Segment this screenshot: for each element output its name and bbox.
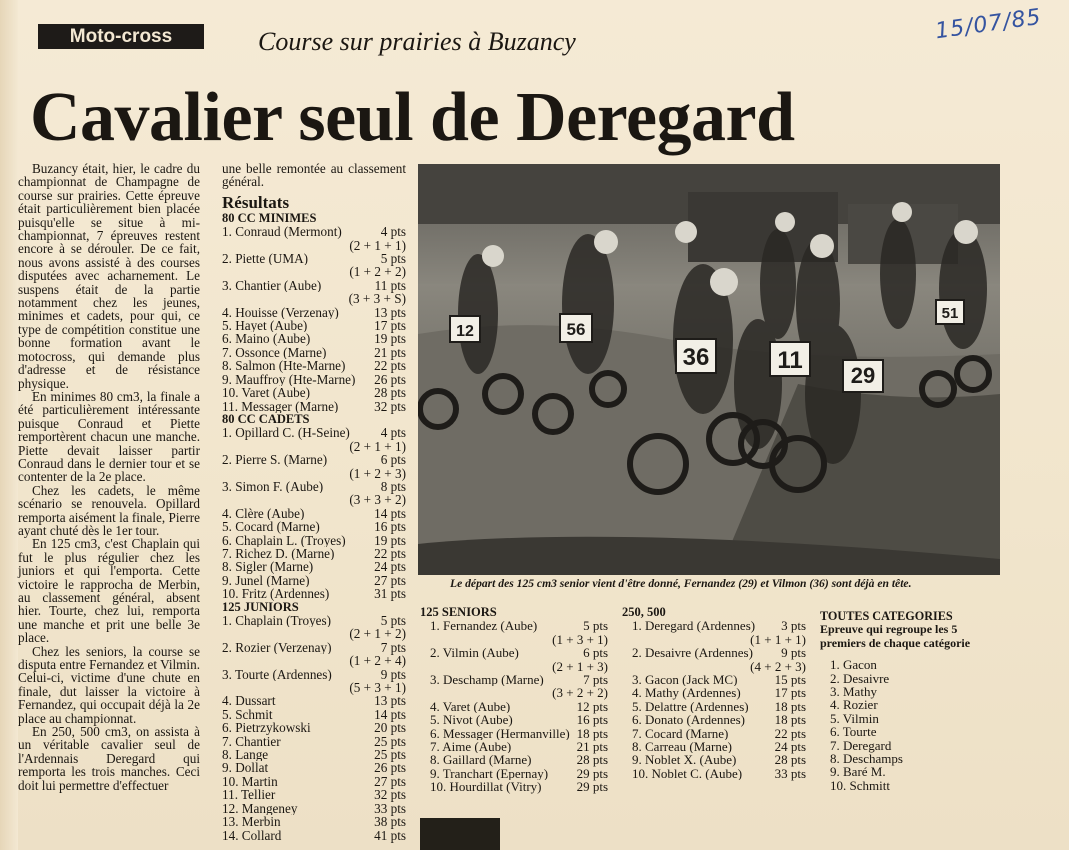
rider-points: 6 pts bbox=[583, 645, 608, 661]
rider-points: 16 pts bbox=[374, 519, 406, 535]
rider-name: 10. Noblet C. (Aube) bbox=[632, 766, 743, 781]
heat-detail: (5 + 3 + 1) bbox=[349, 680, 406, 696]
result-row bbox=[622, 767, 806, 780]
result-row bbox=[622, 753, 806, 766]
rider-name: 8. Salmon (Hte-Marne) bbox=[222, 359, 346, 373]
bike-number: 12 bbox=[456, 323, 474, 340]
rider-points: 19 pts bbox=[374, 532, 406, 548]
rider-name: 4. Houisse (Verzenay) bbox=[222, 305, 339, 320]
rider-name: 5. Nivot (Aube) bbox=[430, 713, 513, 727]
rider-name: 5. Schmit bbox=[222, 707, 273, 722]
heat-detail: (1 + 2 + 2) bbox=[349, 264, 406, 280]
result-row bbox=[222, 373, 406, 386]
rider-name: 2. Pierre S. (Marne) bbox=[222, 453, 328, 467]
bike-number: 29 bbox=[850, 363, 876, 388]
rider-points: 4 pts bbox=[380, 224, 406, 240]
result-row bbox=[420, 673, 608, 686]
overall-rank-item: 1. Gacon bbox=[830, 657, 877, 673]
result-row bbox=[222, 802, 406, 815]
heat-detail: (1 + 3 + 1) bbox=[552, 631, 608, 647]
rider-points: 31 pts bbox=[374, 586, 406, 602]
result-row bbox=[222, 748, 406, 761]
results-juniors bbox=[222, 601, 406, 842]
rider-name: 9. Tranchart (Epernay) bbox=[430, 766, 549, 781]
rider-name: 6. Maino (Aube) bbox=[222, 332, 311, 346]
handwritten-date: 15/07/85 bbox=[933, 4, 1044, 45]
rider-name: 9. Mauffroy (Hte-Marne) bbox=[222, 372, 356, 387]
rider-name: 1. Fernandez (Aube) bbox=[430, 619, 538, 633]
article-paragraph: En 250, 500 cm3, on assista à un véritable cavalier seul de l'Ardennais Deregard qui remporta les trois manches. Ceci doit lui permettre d'effectuer bbox=[18, 724, 200, 793]
category-subtitle: Epreuve qui regroupe les 5 premiers de chaque catégorie bbox=[820, 622, 971, 650]
race-photo bbox=[418, 164, 1000, 575]
rider-points: 5 pts bbox=[380, 613, 406, 628]
rider-name: 5. Hayet (Aube) bbox=[222, 319, 308, 333]
result-row bbox=[222, 721, 406, 734]
rider-points: 11 pts bbox=[374, 277, 406, 293]
result-row bbox=[420, 767, 608, 780]
overall-rank-item: 2. Desaivre bbox=[830, 670, 890, 686]
rider-name: 1. Opillard C. (H-Seine) bbox=[222, 426, 350, 440]
article-paragraph: En 125 cm3, c'est Chaplain qui fut le plus régulier chez les juniors et qui l'emporta. Cette victoire le rapprocha de Merbin, au classement général, absent hier. Tourte, chez lui, remporta une manche et prit une belle 3e place. bbox=[18, 536, 200, 646]
result-row bbox=[222, 694, 406, 707]
result-row bbox=[222, 507, 406, 520]
results-toutes-categories bbox=[820, 610, 1005, 792]
rider-name: 8. Sigler (Marne) bbox=[222, 560, 314, 574]
rider-name: 2. Desaivre (Ardennes) bbox=[632, 646, 753, 660]
rider-points: 21 pts bbox=[576, 739, 608, 755]
result-row bbox=[222, 426, 406, 439]
category-title: TOUTES CATEGORIES bbox=[820, 609, 953, 623]
rider-name: 5. Delattre (Ardennes) bbox=[632, 699, 749, 714]
rider-points: 8 pts bbox=[380, 478, 406, 494]
result-row bbox=[222, 761, 406, 774]
rider-name: 7. Cocard (Marne) bbox=[632, 726, 729, 741]
rider-name: 7. Ossonce (Marne) bbox=[222, 345, 327, 360]
rider-name: 12. Mangeney bbox=[222, 801, 298, 816]
result-row bbox=[622, 727, 806, 740]
result-row bbox=[222, 641, 406, 654]
article-paragraph: Chez les cadets, le même scénario se renouvela. Opillard remporta aisément la finale, Pierre ayant chuté dès le 1er tour. bbox=[18, 482, 200, 538]
result-row bbox=[222, 735, 406, 748]
results-cadets bbox=[222, 413, 406, 601]
result-row bbox=[222, 225, 406, 238]
rider-points: 7 pts bbox=[380, 639, 406, 655]
result-row bbox=[222, 359, 406, 372]
result-row bbox=[222, 547, 406, 560]
rider-points: 33 pts bbox=[774, 765, 806, 781]
overall-rank-item: 3. Mathy bbox=[830, 684, 877, 700]
rider-name: 7. Aime (Aube) bbox=[430, 740, 512, 754]
rider-points: 9 pts bbox=[781, 645, 806, 661]
rider-points: 13 pts bbox=[374, 304, 406, 320]
result-row bbox=[622, 700, 806, 713]
result-row bbox=[622, 619, 806, 632]
rider-points: 41 pts bbox=[374, 827, 406, 843]
result-row bbox=[222, 815, 406, 828]
rider-points: 22 pts bbox=[774, 725, 806, 741]
rider-name: 5. Cocard (Marne) bbox=[222, 520, 320, 534]
rider-points: 14 pts bbox=[374, 505, 406, 521]
rider-points: 18 pts bbox=[576, 725, 608, 741]
overall-rank-item: 7. Deregard bbox=[830, 737, 892, 753]
motocross-start-image bbox=[418, 164, 1000, 575]
rider-points: 27 pts bbox=[374, 773, 406, 789]
rider-name: 1. Chaplain (Troyes) bbox=[222, 614, 332, 628]
bike-number: 11 bbox=[777, 347, 803, 374]
rider-name: 10. Fritz (Ardennes) bbox=[222, 587, 330, 601]
rider-name: 8. Carreau (Marne) bbox=[632, 740, 732, 754]
article-paragraph: En minimes 80 cm3, la finale a été particulièrement intéressante puisque Conraud et Piette remportèrent chacun une manche. Piette devait laisser partir Conraud dans le dernier tour et se contenter de la 2e place. bbox=[18, 388, 200, 485]
result-row bbox=[222, 453, 406, 466]
rider-name: 10. Hourdillat (Vitry) bbox=[430, 780, 542, 794]
heat-detail: (2 + 1 + 3) bbox=[552, 658, 608, 674]
rider-name: 7. Richez D. (Marne) bbox=[222, 546, 335, 561]
rider-points: 15 pts bbox=[774, 672, 806, 688]
heat-detail: (3 + 2 + 2) bbox=[552, 685, 608, 701]
rider-points: 22 pts bbox=[374, 545, 406, 561]
rider-points: 18 pts bbox=[774, 712, 806, 728]
result-row bbox=[222, 574, 406, 587]
result-row bbox=[222, 386, 406, 399]
rider-points: 25 pts bbox=[374, 747, 406, 763]
result-row bbox=[222, 319, 406, 332]
rider-name: 1. Conraud (Mermont) bbox=[222, 225, 342, 239]
result-row bbox=[222, 560, 406, 573]
result-row bbox=[622, 713, 806, 726]
result-row bbox=[222, 346, 406, 359]
rider-points: 18 pts bbox=[774, 698, 806, 714]
result-row bbox=[420, 740, 608, 753]
result-row bbox=[222, 306, 406, 319]
rider-name: 3. Gacon (Jack MC) bbox=[632, 673, 738, 687]
overall-ranking-list bbox=[820, 658, 1005, 792]
rider-points: 29 pts bbox=[576, 779, 608, 795]
result-row bbox=[222, 829, 406, 842]
article-column-1 bbox=[18, 162, 200, 792]
rider-name: 8. Gaillard (Marne) bbox=[430, 753, 532, 767]
rider-name: 11. Messager (Marne) bbox=[222, 399, 339, 413]
rider-points: 32 pts bbox=[374, 398, 406, 414]
rider-points: 7 pts bbox=[583, 672, 608, 688]
rider-name: 9. Junel (Marne) bbox=[222, 573, 310, 588]
heat-detail: (1 + 2 + 4) bbox=[349, 653, 406, 669]
heat-detail: (3 + 3 + S) bbox=[348, 291, 406, 307]
rider-name: 10. Varet (Aube) bbox=[222, 386, 311, 400]
result-row bbox=[222, 775, 406, 788]
article-paragraph: Buzancy était, hier, le cadre du championnat de Champagne de course sur prairies. Cette épreuve était particulièrement bien placée puisqu'elle se situe à mi-championnat, 7 épreuves restent encore à se dérouler. De ce fait, nous avons assisté à des courses disputées avec acharnement. Le suspens était de la partie notamment chez les jeunes, minimes et cadets, pour qui, ce type de compétition constitue une bonne formation avant le motocross, qui demande plus d'adresse et de résistance physique. bbox=[18, 161, 200, 391]
rider-points: 27 pts bbox=[374, 572, 406, 588]
rider-points: 5 pts bbox=[380, 251, 406, 267]
headline: Cavalier seul de Deregard bbox=[30, 79, 795, 156]
rider-name: 4. Clère (Aube) bbox=[222, 506, 305, 521]
results-title: Résultats bbox=[222, 192, 290, 212]
rider-name: 4. Varet (Aube) bbox=[430, 699, 511, 714]
rider-points: 5 pts bbox=[583, 618, 608, 634]
rider-points: 26 pts bbox=[374, 760, 406, 776]
rider-name: 6. Messager (Hermanville) bbox=[430, 726, 570, 741]
result-row bbox=[222, 480, 406, 493]
rider-points: 12 pts bbox=[576, 698, 608, 714]
rider-points: 24 pts bbox=[774, 739, 806, 755]
overall-rank-item: 10. Schmitt bbox=[830, 777, 890, 793]
rider-name: 13. Merbin bbox=[222, 815, 281, 829]
heat-detail: (1 + 1 + 1) bbox=[750, 631, 806, 647]
rider-points: 14 pts bbox=[374, 706, 406, 722]
rider-name: 6. Chaplain L. (Troyes) bbox=[222, 533, 346, 547]
overall-rank-item: 8. Deschamps bbox=[830, 751, 903, 767]
result-row bbox=[420, 780, 608, 793]
rider-points: 6 pts bbox=[380, 452, 406, 468]
paper-edge bbox=[0, 0, 18, 850]
category-title: 250, 500 bbox=[622, 605, 666, 619]
category-title: 80 CC CADETS bbox=[222, 411, 310, 426]
rider-name: 9. Noblet X. (Aube) bbox=[632, 753, 737, 767]
heat-detail: (2 + 1 + 2) bbox=[349, 626, 406, 642]
rider-name: 11. Tellier bbox=[222, 788, 276, 802]
rider-name: 6. Donato (Ardennes) bbox=[632, 713, 745, 727]
heat-detail: (3 + 3 + 2) bbox=[349, 492, 406, 508]
results-column bbox=[222, 162, 406, 842]
result-row bbox=[420, 619, 608, 632]
rider-points: 28 pts bbox=[374, 385, 406, 401]
rider-name: 2. Vilmin (Aube) bbox=[430, 646, 519, 660]
result-row bbox=[622, 673, 806, 686]
rider-points: 28 pts bbox=[576, 752, 608, 768]
rider-points: 38 pts bbox=[374, 814, 406, 830]
overall-rank-item: 4. Rozier bbox=[830, 697, 878, 713]
bike-number: 56 bbox=[566, 320, 586, 339]
result-row bbox=[420, 700, 608, 713]
rider-name: 1. Deregard (Ardennes) bbox=[632, 619, 756, 633]
rider-name: 2. Piette (UMA) bbox=[222, 252, 309, 266]
result-row bbox=[622, 740, 806, 753]
rider-points: 17 pts bbox=[374, 318, 406, 334]
result-row bbox=[222, 400, 406, 413]
results-250-500 bbox=[622, 606, 806, 780]
torn-paper-corner bbox=[420, 818, 500, 850]
result-row bbox=[222, 788, 406, 801]
rider-name: 4. Dussart bbox=[222, 694, 276, 708]
result-row bbox=[222, 708, 406, 721]
rider-name: 7. Chantier bbox=[222, 734, 281, 749]
rider-name: 9. Dollat bbox=[222, 761, 269, 775]
result-row bbox=[420, 713, 608, 726]
rider-name: 14. Collard bbox=[222, 828, 282, 842]
bike-number: 51 bbox=[941, 305, 959, 322]
category-title: 125 SENIORS bbox=[420, 605, 497, 619]
rider-points: 17 pts bbox=[774, 685, 806, 701]
rider-points: 33 pts bbox=[374, 800, 406, 816]
rider-name: 3. Tourte (Ardennes) bbox=[222, 667, 332, 682]
rider-points: 22 pts bbox=[374, 358, 406, 374]
photo-caption: Le départ des 125 cm3 senior vient d'être donné, Fernandez (29) et Vilmon (36) sont déjà en tête. bbox=[450, 577, 912, 590]
rider-name: 2. Rozier (Verzenay) bbox=[222, 640, 332, 655]
rider-name: 10. Martin bbox=[222, 774, 278, 789]
category-title: 80 CC MINIMES bbox=[222, 210, 317, 225]
rider-name: 3. Chantier (Aube) bbox=[222, 278, 322, 293]
overall-rank-item: 5. Vilmin bbox=[830, 710, 879, 726]
result-row bbox=[420, 753, 608, 766]
rider-points: 32 pts bbox=[374, 787, 406, 803]
heat-detail: (2 + 1 + 1) bbox=[349, 438, 406, 454]
rider-points: 21 pts bbox=[374, 344, 406, 360]
kicker-subtitle: Course sur prairies à Buzancy bbox=[258, 27, 576, 56]
result-row bbox=[222, 279, 406, 292]
rider-points: 4 pts bbox=[380, 425, 406, 441]
section-tag: Moto-cross bbox=[38, 24, 204, 49]
rider-points: 16 pts bbox=[576, 712, 608, 728]
result-row bbox=[622, 686, 806, 699]
rider-points: 28 pts bbox=[774, 752, 806, 768]
bike-number: 36 bbox=[682, 344, 710, 371]
rider-points: 13 pts bbox=[374, 693, 406, 709]
rider-points: 3 pts bbox=[781, 618, 806, 634]
result-row bbox=[622, 646, 806, 659]
rider-points: 20 pts bbox=[374, 720, 406, 736]
rider-points: 19 pts bbox=[374, 331, 406, 347]
article-paragraph: Chez les seniors, la course se disputa entre Fernandez et Vilmin. Celui-ci, victime d'une chute en finale, dut laisser la victoire à Fernandez, qui occupait déjà la 2e place au championnat. bbox=[18, 643, 200, 726]
heat-detail: (2 + 1 + 1) bbox=[349, 237, 406, 253]
rider-points: 26 pts bbox=[374, 371, 406, 387]
rider-points: 24 pts bbox=[374, 559, 406, 575]
result-row bbox=[222, 587, 406, 600]
rider-points: 29 pts bbox=[576, 765, 608, 781]
result-row bbox=[222, 252, 406, 265]
rider-points: 25 pts bbox=[374, 733, 406, 749]
results-minimes bbox=[222, 212, 406, 413]
rider-name: 8. Lange bbox=[222, 748, 269, 762]
result-row bbox=[222, 668, 406, 681]
category-title: 125 JUNIORS bbox=[222, 599, 299, 614]
rider-name: 3. Simon F. (Aube) bbox=[222, 479, 324, 494]
results-seniors bbox=[420, 606, 608, 794]
result-row bbox=[222, 520, 406, 533]
heat-detail: (1 + 2 + 3) bbox=[349, 465, 406, 481]
result-row bbox=[222, 332, 406, 345]
rider-name: 4. Mathy (Ardennes) bbox=[632, 686, 741, 700]
overall-rank-item: 9. Baré M. bbox=[830, 764, 886, 780]
overall-rank-item: 6. Tourte bbox=[830, 724, 877, 740]
heat-detail: (4 + 2 + 3) bbox=[750, 658, 806, 674]
rider-points: 9 pts bbox=[380, 666, 406, 682]
result-row bbox=[420, 727, 608, 740]
result-row bbox=[222, 614, 406, 627]
result-row bbox=[420, 646, 608, 659]
rider-name: 6. Pietrzykowski bbox=[222, 721, 311, 735]
result-row bbox=[222, 534, 406, 547]
rider-name: 3. Deschamp (Marne) bbox=[430, 673, 544, 687]
article-continuation: une belle remontée au classement général. bbox=[222, 161, 406, 190]
